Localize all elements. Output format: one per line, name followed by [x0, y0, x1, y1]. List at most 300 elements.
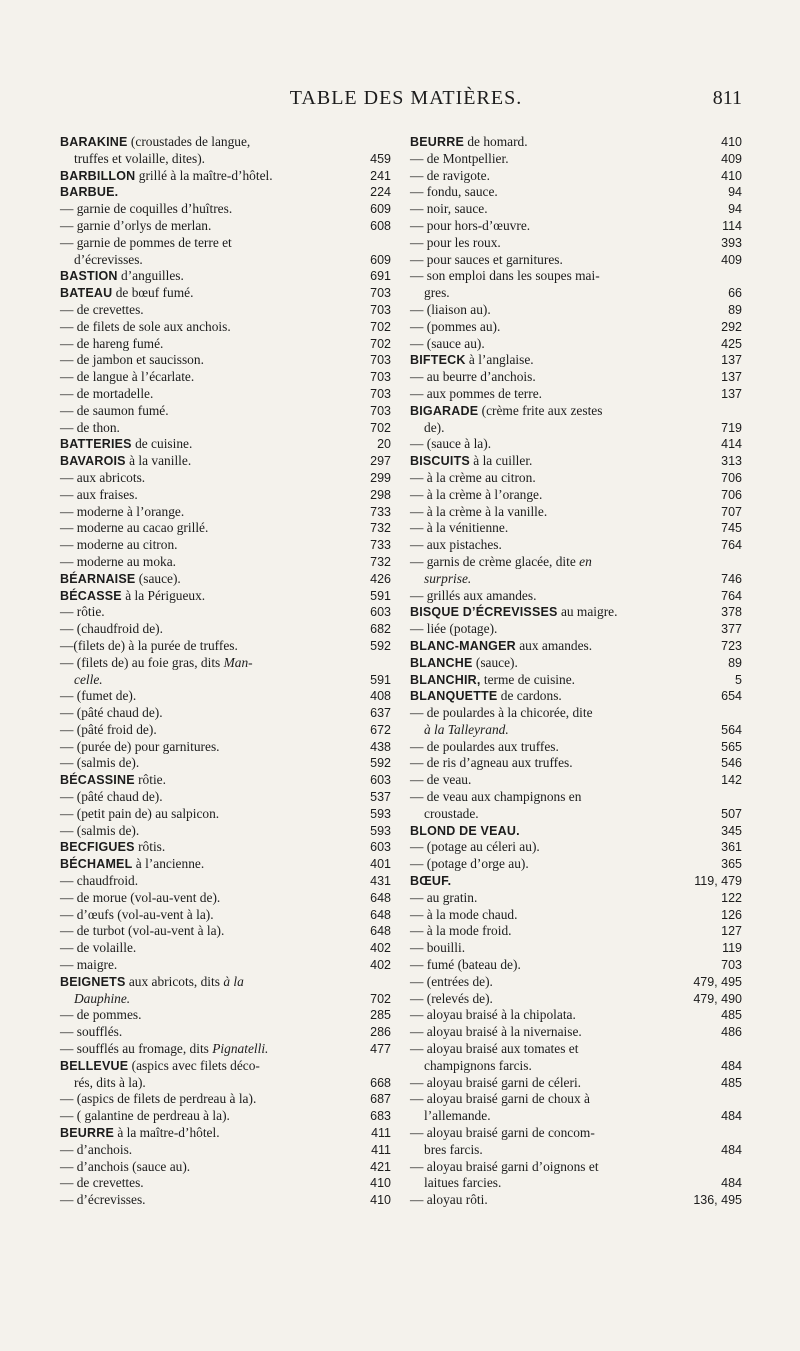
entry-text	[410, 890, 477, 907]
entry-text	[410, 487, 542, 504]
index-entry	[60, 705, 391, 722]
index-entry	[410, 873, 742, 890]
index-entry	[410, 1007, 742, 1024]
entry-text	[60, 1091, 256, 1108]
entry-italic-text: Man-	[223, 654, 253, 670]
index-entry	[60, 1007, 391, 1024]
index-entry	[60, 268, 391, 285]
entry-page-number: 609	[370, 252, 391, 267]
entry-page-number: 410	[370, 1176, 391, 1191]
entry-description: laitues farcies.	[424, 1175, 502, 1191]
entry-description: — de ris d’agneau aux truffes.	[410, 755, 573, 771]
entry-keyword: BATTERIES	[60, 437, 132, 452]
entry-page-number: 5	[735, 672, 742, 687]
entry-text	[410, 1007, 576, 1024]
entry-description: — (relevés de).	[410, 990, 493, 1006]
entry-text	[424, 285, 450, 302]
entry-text	[410, 1125, 595, 1142]
index-entry	[410, 571, 742, 588]
entry-description: truffes et volaille, dites).	[74, 150, 206, 166]
entry-text	[60, 789, 163, 806]
entry-page-number: 648	[370, 907, 391, 922]
entry-text	[410, 688, 562, 705]
index-entry	[60, 923, 391, 940]
entry-text	[60, 134, 250, 151]
entry-description: — pour hors-d’œuvre.	[410, 217, 531, 233]
index-entry	[60, 856, 391, 873]
entry-page-number: 409	[721, 151, 742, 166]
entry-text	[60, 319, 231, 336]
index-entry	[410, 923, 742, 940]
entry-page-number: 703	[370, 302, 391, 317]
index-entry	[410, 184, 742, 201]
entry-text	[410, 151, 509, 168]
entry-keyword: BÉCHAMEL	[60, 857, 133, 872]
entry-page-number: 485	[721, 1008, 742, 1023]
entry-page-number: 654	[721, 689, 742, 704]
entry-page-number: 119, 479	[694, 874, 742, 889]
entry-page-number: 365	[721, 857, 742, 872]
entry-page-number: 122	[721, 890, 742, 905]
entry-page-number: 292	[721, 319, 742, 334]
index-entry	[410, 420, 742, 437]
entry-text	[410, 386, 542, 403]
index-entry	[60, 537, 391, 554]
entry-text	[410, 789, 581, 806]
entry-description: — noir, sauce.	[410, 201, 488, 217]
entry-page-number: 723	[721, 638, 742, 653]
index-entry	[60, 403, 391, 420]
entry-page-number: 702	[370, 319, 391, 334]
entry-text	[60, 739, 220, 756]
entry-text	[60, 907, 214, 924]
entry-page-number: 431	[370, 874, 391, 889]
index-entry	[410, 1058, 742, 1075]
entry-text	[410, 705, 593, 722]
entry-text	[60, 839, 165, 856]
entry-text	[410, 621, 497, 638]
entry-page-number: 297	[370, 454, 391, 469]
entry-text	[424, 1175, 501, 1192]
entry-description: — (pommes au).	[410, 318, 501, 334]
entry-description: — (fumet de).	[60, 688, 137, 704]
entry-description: aux abricots, dits	[125, 973, 224, 989]
entry-description: — (entrées de).	[410, 973, 493, 989]
entry-text	[60, 1041, 268, 1058]
entry-description: (sauce).	[472, 654, 518, 670]
index-entry	[410, 789, 742, 806]
entry-text	[60, 1024, 122, 1041]
index-entry	[410, 588, 742, 605]
index-entry	[60, 520, 391, 537]
index-entry	[60, 974, 391, 991]
entry-page-number: 648	[370, 924, 391, 939]
entry-text	[60, 302, 144, 319]
entry-description: — (petit pain de) au salpicon.	[60, 805, 220, 821]
entry-page-number: 127	[721, 924, 742, 939]
entry-description: gres.	[424, 285, 450, 301]
entry-description: aux amandes.	[515, 637, 593, 653]
entry-text	[60, 352, 204, 369]
entry-text	[410, 638, 592, 655]
entry-text	[60, 369, 194, 386]
index-entry	[410, 151, 742, 168]
index-entry	[60, 201, 391, 218]
entry-page-number: 603	[370, 773, 391, 788]
index-entry	[60, 839, 391, 856]
entry-description: bres farcis.	[424, 1141, 483, 1157]
entry-description: (sauce).	[135, 570, 181, 586]
entry-description: — d’écrevisses.	[60, 1192, 146, 1208]
entry-description: — aux pistaches.	[410, 537, 502, 553]
index-entry	[410, 1125, 742, 1142]
entry-description: — rôtie.	[60, 604, 105, 620]
index-entry	[60, 352, 391, 369]
entry-text	[410, 655, 518, 672]
entry-description: champignons farcis.	[424, 1057, 532, 1073]
index-entry	[410, 823, 742, 840]
index-entry	[410, 755, 742, 772]
index-entry	[410, 856, 742, 873]
entry-description: — aloyau rôti.	[410, 1192, 488, 1208]
entry-page-number: 682	[370, 622, 391, 637]
entry-description: — de crevettes.	[60, 1175, 144, 1191]
entry-description: — (sauce à la).	[410, 436, 492, 452]
entry-description: rôtis.	[134, 839, 166, 855]
index-entry	[60, 235, 391, 252]
entry-page-number: 94	[728, 202, 742, 217]
entry-description: — aux fraises.	[60, 486, 138, 502]
entry-text	[410, 336, 485, 353]
entry-page-number: 241	[370, 168, 391, 183]
index-entry	[60, 1041, 391, 1058]
entry-page-number: 703	[370, 353, 391, 368]
index-entry	[410, 252, 742, 269]
entry-keyword: BLOND DE VEAU.	[410, 823, 520, 838]
index-entry	[60, 420, 391, 437]
entry-page-number: 479, 495	[693, 974, 742, 989]
entry-page-number: 703	[370, 403, 391, 418]
entry-description: à l’anglaise.	[465, 352, 534, 368]
entry-page-number: 507	[721, 806, 742, 821]
entry-page-number: 764	[721, 538, 742, 553]
entry-page-number: 593	[370, 806, 391, 821]
entry-keyword: BÉCASSINE	[60, 773, 135, 788]
entry-page-number: 706	[721, 470, 742, 485]
index-entry	[410, 520, 742, 537]
entry-page-number: 410	[370, 1193, 391, 1208]
index-entry	[60, 285, 391, 302]
entry-description: de bœuf fumé.	[112, 285, 194, 301]
index-entry	[410, 218, 742, 235]
index-entry	[60, 436, 391, 453]
entry-page-number: 408	[370, 689, 391, 704]
entry-description: — son emploi dans les soupes mai-	[410, 268, 600, 284]
entry-page-number: 89	[728, 302, 742, 317]
entry-text	[410, 1192, 488, 1209]
entry-page-number: 706	[721, 487, 742, 502]
entry-page-number: 393	[721, 235, 742, 250]
entry-description: de homard.	[463, 134, 528, 149]
index-entry	[60, 487, 391, 504]
entry-description: — chaudfroid.	[60, 873, 139, 889]
index-entry	[410, 772, 742, 789]
entry-text	[410, 856, 529, 873]
entry-description: — de pommes.	[60, 1007, 142, 1023]
index-entry	[60, 1142, 391, 1159]
entry-description: — d’anchois (sauce au).	[60, 1158, 191, 1174]
entry-text	[410, 907, 517, 924]
entry-page-number: 409	[721, 252, 742, 267]
entry-text	[410, 453, 532, 470]
entry-text	[410, 436, 491, 453]
entry-page-number: 361	[721, 840, 742, 855]
entry-keyword: BÉARNAISE	[60, 571, 136, 586]
index-entry	[60, 504, 391, 521]
entry-text	[60, 940, 136, 957]
entry-description: — garnie de pommes de terre et	[60, 234, 232, 250]
index-entry	[60, 957, 391, 974]
entry-page-number: 484	[721, 1109, 742, 1124]
entry-page-number: 702	[370, 336, 391, 351]
entry-description: — maigre.	[60, 957, 118, 973]
entry-italic-text: à la	[223, 973, 244, 989]
entry-page-number: 426	[370, 571, 391, 586]
entry-description: — moderne au moka.	[60, 553, 177, 569]
index-entry	[410, 134, 742, 151]
entry-description: — garnis de crème glacée, dite	[410, 553, 580, 569]
entry-description: — à la mode chaud.	[410, 906, 518, 922]
entry-description: (crème frite aux zestes	[478, 402, 603, 418]
entry-keyword: BEURRE	[410, 135, 464, 149]
index-entry	[410, 655, 742, 672]
entry-page-number: 411	[371, 1126, 391, 1141]
entry-description: à l’ancienne.	[132, 856, 205, 872]
entry-page-number: 401	[370, 857, 391, 872]
index-entry	[60, 588, 391, 605]
entry-italic-text: celle.	[74, 671, 103, 687]
entry-page-number: 687	[370, 1092, 391, 1107]
entry-text	[60, 1108, 230, 1125]
entry-text	[410, 134, 528, 151]
entry-description: — moderne au cacao grillé.	[60, 520, 209, 536]
entry-page-number: 537	[370, 790, 391, 805]
entry-text	[60, 504, 184, 521]
entry-text	[60, 957, 117, 974]
index-entry	[410, 940, 742, 957]
entry-page-number: 286	[370, 1025, 391, 1040]
entry-text	[424, 722, 509, 739]
entry-description: — (liaison au).	[410, 301, 491, 317]
entry-description: de cuisine.	[131, 436, 193, 452]
index-entry	[410, 369, 742, 386]
entry-page-number: 592	[370, 756, 391, 771]
index-entry	[410, 319, 742, 336]
index-entry	[410, 1159, 742, 1176]
entry-page-number: 126	[721, 907, 742, 922]
entry-description: à la cuiller.	[469, 453, 533, 469]
entry-page-number: 298	[370, 487, 391, 502]
entry-italic-text: à la Talleyrand.	[424, 721, 509, 737]
entry-italic-text: surprise.	[424, 570, 472, 586]
entry-description: — de filets de sole aux anchois.	[60, 318, 231, 334]
entry-page-number: 764	[721, 588, 742, 603]
entry-description: — de veau.	[410, 772, 472, 788]
entry-text	[410, 672, 575, 689]
entry-description: au maigre.	[557, 604, 618, 620]
entry-page-number: 345	[721, 823, 742, 838]
entry-text	[60, 520, 208, 537]
entry-description: — d’œufs (vol-au-vent à la).	[60, 906, 214, 922]
entry-text	[410, 1041, 578, 1058]
entry-description: — à la crème au citron.	[410, 469, 536, 485]
entry-text	[60, 201, 232, 218]
index-entry	[60, 940, 391, 957]
entry-page-number: 672	[370, 722, 391, 737]
entry-text	[410, 940, 465, 957]
entry-text	[60, 856, 204, 873]
index-entry	[410, 604, 742, 621]
entry-description: — à la mode froid.	[410, 923, 512, 939]
entry-description: — (purée de) pour garnitures.	[60, 738, 220, 754]
entry-page-number: 299	[370, 470, 391, 485]
entry-description: — de turbot (vol-au-vent à la).	[60, 923, 225, 939]
entry-description: (croustades de langue,	[127, 134, 251, 149]
index-entry	[60, 1192, 391, 1209]
entry-text	[424, 420, 444, 437]
entry-description: — à la crème à l’orange.	[410, 486, 543, 502]
entry-description: — de langue à l’écarlate.	[60, 369, 195, 385]
entry-page-number: 378	[721, 605, 742, 620]
entry-text	[410, 1024, 582, 1041]
index-entry	[410, 285, 742, 302]
entry-text	[60, 487, 138, 504]
entry-description: — à la crème à la vanille.	[410, 503, 548, 519]
entry-page-number: 425	[721, 336, 742, 351]
entry-text	[410, 403, 602, 420]
entry-text	[74, 1075, 146, 1092]
entry-keyword: BLANQUETTE	[410, 689, 498, 704]
entry-text	[60, 386, 153, 403]
entry-text	[60, 722, 157, 739]
index-entry	[60, 755, 391, 772]
entry-text	[410, 184, 498, 201]
index-entry	[60, 1075, 391, 1092]
entry-keyword: BIFTECK	[410, 353, 466, 368]
entry-page-number: 137	[721, 370, 742, 385]
index-entry	[60, 806, 391, 823]
entry-text	[60, 235, 232, 252]
entry-description: — de ravigote.	[410, 167, 490, 183]
entry-text	[410, 252, 563, 269]
entry-description: à la vanille.	[125, 453, 192, 469]
entry-description: — (pâté froid de).	[60, 721, 157, 737]
entry-text	[410, 235, 501, 252]
index-entry	[60, 218, 391, 235]
entry-description: —(filets de) à la purée de truffes.	[60, 637, 238, 653]
index-entry	[60, 453, 391, 470]
index-entry	[60, 1175, 391, 1192]
index-entry	[410, 403, 742, 420]
index-entry	[60, 823, 391, 840]
entry-description: — aux abricots.	[60, 469, 146, 485]
entry-page-number: 733	[370, 538, 391, 553]
entry-keyword: BISCUITS	[410, 454, 470, 469]
entry-page-number: 137	[721, 353, 742, 368]
entry-page-number: 733	[370, 504, 391, 519]
index-entry	[60, 554, 391, 571]
entry-text	[424, 1058, 532, 1075]
index-entry	[410, 688, 742, 705]
index-entry	[410, 1175, 742, 1192]
entry-text	[60, 1159, 190, 1176]
index-entry	[410, 487, 742, 504]
entry-text	[410, 201, 488, 218]
entry-text	[60, 655, 253, 672]
index-entry	[410, 1091, 742, 1108]
entry-text	[410, 1075, 581, 1092]
entry-page-number: 707	[721, 504, 742, 519]
entry-text	[410, 520, 508, 537]
index-entry	[410, 991, 742, 1008]
entry-keyword: BŒUF.	[410, 874, 452, 889]
entry-description: — pour sauces et garnitures.	[410, 251, 563, 267]
index-entry	[410, 907, 742, 924]
entry-text	[410, 772, 471, 789]
entry-text	[60, 218, 211, 235]
entry-page-number: 603	[370, 840, 391, 855]
entry-page-number: 603	[370, 605, 391, 620]
index-entry	[410, 1041, 742, 1058]
entry-keyword: BISQUE D’ÉCREVISSES	[410, 605, 558, 620]
page-title: TABLE DES MATIÈRES.	[289, 87, 523, 109]
entry-page-number: 414	[721, 437, 742, 452]
index-entry	[410, 806, 742, 823]
index-entry	[410, 1142, 742, 1159]
entry-description: croustade.	[424, 805, 479, 821]
index-entry	[60, 739, 391, 756]
index-entry	[60, 1108, 391, 1125]
index-entry	[60, 168, 391, 185]
entry-page-number: 402	[370, 958, 391, 973]
entry-text	[410, 873, 451, 890]
index-entry	[410, 386, 742, 403]
entry-text	[60, 1058, 260, 1075]
entry-text	[60, 285, 193, 302]
entry-page-number: 546	[721, 756, 742, 771]
entry-page-number: 119	[722, 941, 742, 956]
entry-text	[410, 755, 573, 772]
entry-page-number: 703	[370, 386, 391, 401]
entry-description: — aloyau braisé garni de choux à	[410, 1091, 590, 1107]
entry-page-number: 637	[370, 706, 391, 721]
entry-text	[410, 957, 521, 974]
entry-page-number: 479, 490	[693, 991, 742, 1006]
entry-text	[60, 436, 192, 453]
entry-description: — soufflés.	[60, 1024, 123, 1040]
index-entry	[60, 151, 391, 168]
index-entry	[60, 134, 391, 151]
index-entry	[60, 789, 391, 806]
index-entry	[60, 621, 391, 638]
index-entry	[60, 655, 391, 672]
index-entry	[410, 436, 742, 453]
entry-page-number: 477	[370, 1042, 391, 1057]
entry-text	[410, 588, 536, 605]
entry-page-number: 421	[370, 1159, 391, 1174]
index-entry	[60, 1024, 391, 1041]
entry-text	[410, 739, 559, 756]
